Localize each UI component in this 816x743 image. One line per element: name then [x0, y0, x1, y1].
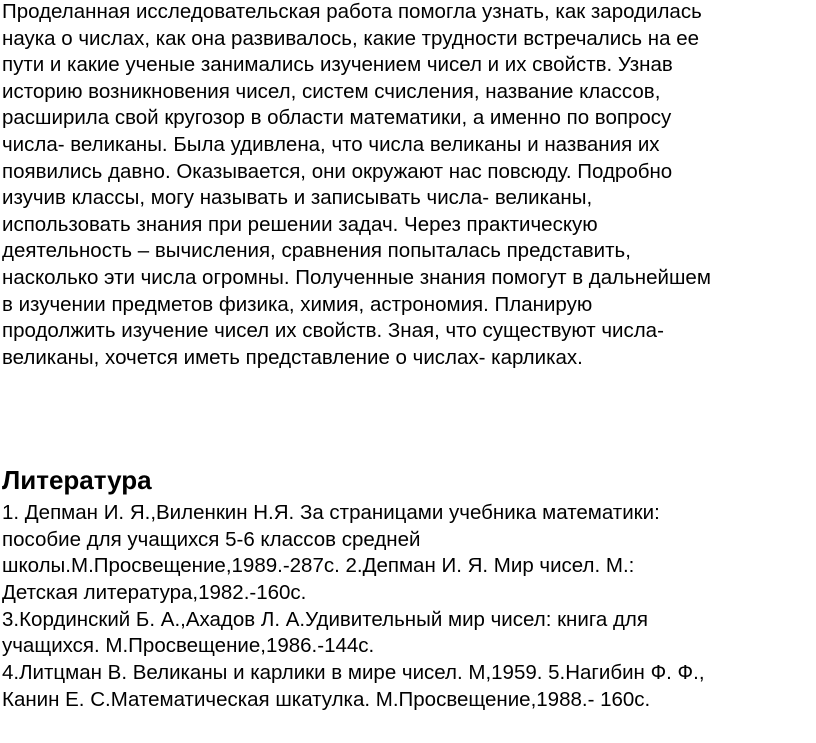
reference-line: 3.Кординский Б. А.,Ахадов Л. А.Удивительный мир чисел: книга для: [2, 607, 648, 631]
paragraph-line: продолжить изучение чисел их свойств. Зная, что существуют числа-: [2, 319, 664, 343]
conclusion-paragraph: [2, 0, 711, 371]
reference-line: школы.М.Просвещение,1989.-287с. 2.Депман И. Я. Мир чисел. М.:: [2, 554, 635, 578]
paragraph-line: великаны, хочется иметь представление о числах- карликах.: [2, 345, 583, 369]
reference-line: учащихся. М.Просвещение,1986.-144с.: [2, 634, 375, 658]
paragraph-line: историю возникновения чисел, систем счисления, название классов,: [2, 79, 661, 103]
reference-line: Детская литература,1982.-160с.: [2, 581, 307, 605]
paragraph-line: наука о числах, как она развивалось, какие трудности встречались на ее: [2, 26, 700, 50]
reference-line: Канин Е. С.Математическая шкатулка. М.Просвещение,1988.- 160с.: [2, 687, 651, 711]
reference-line: 1. Депман И. Я.,Виленкин Н.Я. За страницами учебника математики:: [2, 501, 660, 524]
paragraph-line: числа- великаны. Была удивлена, что числа великаны и названия их: [2, 132, 660, 156]
paragraph-line: Проделанная исследовательская работа помогла узнать, как зародилась: [2, 0, 702, 23]
paragraph-line: расширила свой кругозор в области математики, а именно по вопросу: [2, 106, 672, 130]
paragraph-line: появились давно. Оказывается, они окружают нас повсюду. Подробно: [2, 159, 673, 183]
paragraph-line: деятельность – вычисления, сравнения попыталась представить,: [2, 239, 631, 263]
paragraph-line: в изучении предметов физика, химия, астрономия. Планирую: [2, 292, 593, 316]
paragraph-line: использовать знания при решении задач. Через практическую: [2, 212, 598, 236]
paragraph-line: насколько эти числа огромны. Полученные знания помогут в дальнейшем: [2, 265, 711, 289]
literature-heading: Литература: [2, 465, 152, 495]
reference-line: 4.Литцман В. Великаны и карлики в мире чисел. М,1959. 5.Нагибин Ф. Ф.,: [2, 661, 705, 685]
literature-list: [2, 500, 705, 714]
reference-line: пособие для учащихся 5-6 классов средней: [2, 527, 421, 551]
paragraph-line: изучив классы, могу называть и записывать числа- великаны,: [2, 186, 593, 210]
paragraph-line: пути и какие ученые занимались изучением чисел и их свойств. Узнав: [2, 53, 673, 77]
